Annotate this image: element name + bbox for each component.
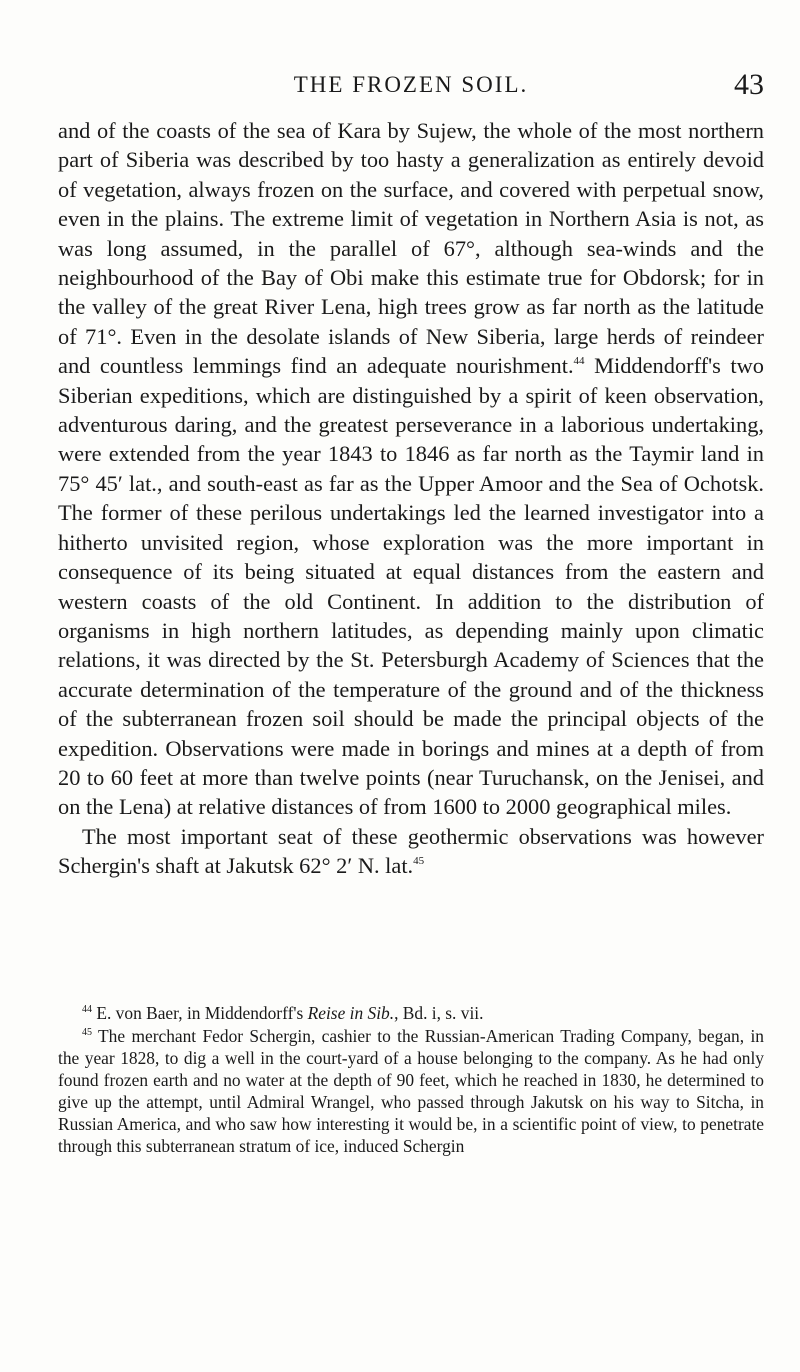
running-head: THE FROZEN SOIL. (293, 72, 529, 97)
footnote-marker: 45 (82, 1027, 92, 1038)
paragraph (58, 822, 764, 881)
paragraph (58, 116, 764, 822)
page-number: 43 (734, 68, 764, 101)
paragraph-text: Middendorff's two Siberian expeditions, which are distinguished by a spirit of keen observation, adventurous daring, and the greatest perseverance in a laborious undertaking, were extended from the year 1843 to 1846 as far north as the Taymir land in 75° 45′ lat., and south-east as far as the Upper Amoor and the Sea of Ochotsk. The former of these perilous undertakings led the learned investigator into a hitherto unvisited region, whose exploration was the more important in consequence of its being situated at equal distances from the eastern and western coasts of the old Continent. In addition to the distribution of organisms in high northern latitudes, as depending mainly upon climatic relations, it was directed by the St. Petersburgh Academy of Sciences that the accurate determination of the temperature of the ground and of the thickness of the subterranean frozen soil should be made the principal objects of the expedition. Observations were made in borings and mines at a depth of from 20 to 60 feet at more than twelve points (near Turuchansk, on the Jenisei, and on the Lena) at relative distances of from 1600 to 2000 geographical miles. (58, 353, 764, 820)
footnote-marker: 44 (82, 1004, 92, 1015)
footnote (58, 1025, 764, 1157)
footnote-reference: 44 (573, 355, 585, 368)
paragraph-text: and of the coasts of the sea of Kara by Sujew, the whole of the most northern part of Siberia was described by too hasty a generalization as entirely devoid of vegetation, always frozen on the surface, and covered with perpetual snow, even in the plains. The extreme limit of vegetation in Northern Asia is not, as was long assumed, in the parallel of 67°, although sea-winds and the neighbourhood of the Bay of Obi make this estimate true for Obdorsk; for in the valley of the great River Lena, high trees grow as far north as the latitude of 71°. Even in the desolate islands of New Siberia, large herds of reindeer and countless lemmings find an adequate nourishment. (58, 118, 764, 379)
footnote-text: The merchant Fedor Schergin, cashier to the Russian-American Trading Company, began, in the year 1828, to dig a well in the court-yard of a house belonging to the company. As he had only found frozen earth and no water at the depth of 90 feet, which he reached in 1830, he determined to give up the attempt, until Admiral Wrangel, who passed through Jakutsk on his way to Sitcha, in Russian America, and who saw how interesting it would be, in a scientific point of view, to penetrate through this subterranean stratum of ice, induced Schergin (58, 1026, 764, 1156)
page-header (58, 68, 764, 106)
body-text (58, 116, 764, 881)
footnotes (58, 1002, 764, 1158)
footnote (58, 1002, 764, 1024)
book-title: Reise in Sib. (307, 1003, 395, 1023)
footnote-reference: 45 (413, 855, 425, 868)
footnote-text: E. von Baer, in Middendorff's (96, 1003, 308, 1023)
footnote-text: , Bd. i, s. vii. (394, 1003, 484, 1023)
paragraph-text: The most important seat of these geothermic observations was however Schergin's shaft at Jakutsk 62° 2′ N. lat. (58, 823, 764, 879)
